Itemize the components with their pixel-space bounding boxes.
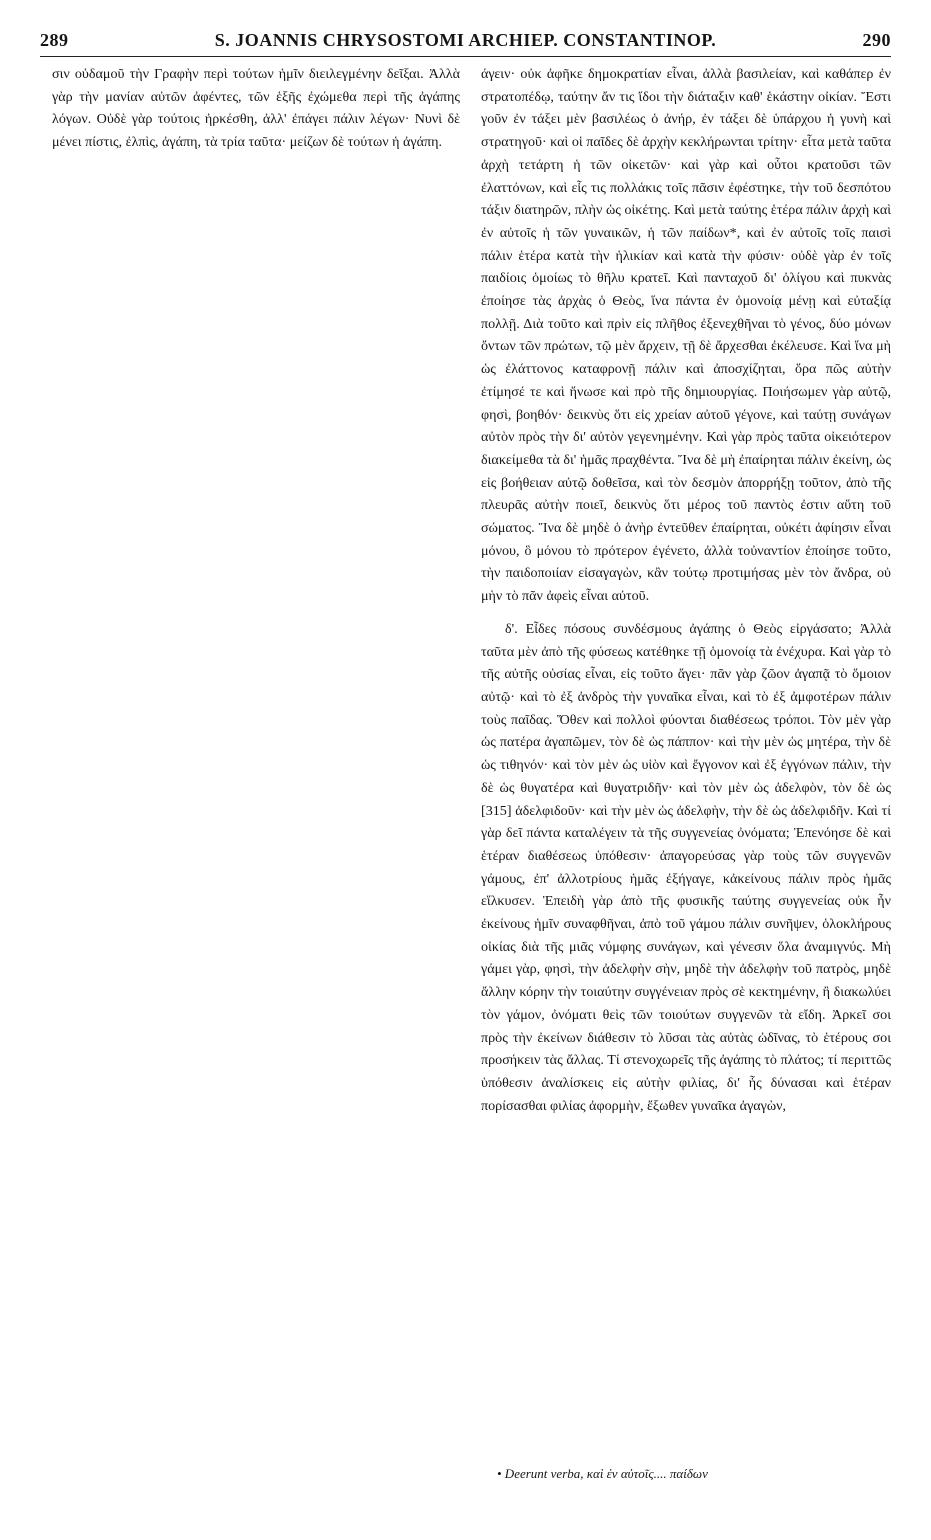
page-number-left: 289: [40, 30, 69, 50]
page-header: [40, 30, 891, 54]
header-rule: [40, 56, 891, 57]
left-column: [52, 63, 460, 154]
paragraph: άγειν· οὐκ ἀφῆκε δημοκρατίαν εἶναι, ἀλλὰ βασιλείαν, καὶ καθάπερ ἐν στρατοπέδῳ, ταύτην ἄν τις ἴδοι τὴν διάταξιν καθ' ἑκάστην οἰκίαν. Ἔστι γοῦν ἐν τάξει μὲν βασιλέως ὁ ἀνήρ, ἐν τάξει δὲ ὑπάρχου ἡ γυνὴ καὶ στρατηγοῦ· καὶ οἱ παῖδες δὲ ἀρχὴν κεκλήρωνται τρίτην· εἶτα μετὰ ταῦτα ἀρχὴ τετάρτη ἡ τῶν οἰκετῶν· καὶ γὰρ καὶ οὗτοι κρατοῦσι τῶν ἐλαττόνων, καὶ εἷς τις πολλάκις τοῖς πᾶσιν ἐφέστηκε, τὴν τοῦ δεσπότου τάξιν διατηρῶν, πλὴν ὡς οἰκέτης. Καὶ μετὰ ταύτης ἑτέρα πάλιν ἀρχὴ καὶ ἐν αὐτοῖς ἡ τῶν γυναικῶν, ἡ τῶν παίδων*, καὶ ἐν αὐτοῖς τοῖς παισὶ πάλιν ἑτέρα κατὰ τὴν ἡλικίαν καὶ κατὰ τὴν φύσιν· οὐδὲ γὰρ ἐν τοῖς παιδίοις ὁμοίως τὸ θῆλυ κρατεῖ. Καὶ πανταχοῦ δι' ὀλίγου καὶ πυκνὰς ἐποίησε τὰς ἀρχὰς ὁ Θεὸς, ἵνα πάντα ἐν ὁμονοίᾳ μένῃ καὶ εὐταξίᾳ πολλῇ. Διὰ τοῦτο καὶ πρὶν εἰς πλῆθος ἐξενεχθῆναι τὸ γένος, δύο μόνων ὄντων τῶν πρώτων, τῷ μὲν ἄρχειν, τῇ δὲ ἄρχεσθαι ἐκέλευσε. Καὶ ἵνα μὴ ὡς ἐλάττονος καταφρονῇ πάλιν καὶ ἀποσχίζηται, ὅρα πῶς αὐτὴν ἐτίμησέ τε καὶ ἥνωσε καὶ πρὸ τῆς δημιουργίας. Ποιήσωμεν γὰρ αὐτῷ, φησὶ, βοηθόν· δεικνὺς ὅτι εἰς χρείαν αὐτοῦ γέγονε, καὶ ταύτῃ συνάγων αὐτὸν πρὸς τὴν δι' αὐτὸν γεγενημένην. Καὶ γὰρ πρὸς ταῦτα οἰκειότερον διακείμεθα τὰ δι' ἡμᾶς πραχθέντα. Ἵνα δὲ μὴ ἐπαίρηται πάλιν ἐκείνη, ὡς εἰς βοήθειαν αὐτῷ δοθεῖσα, καὶ τὸν δεσμὸν ἀπορρήξῃ τοῦτον, ἀπὸ τῆς πλευρᾶς αὐτὴν ποιεῖ, δεικνὺς ὅτι μέρος τοῦ παντὸς ἐστιν αὕτη τοῦ σώματος. Ἵνα δὲ μηδὲ ὁ ἀνὴρ ἐντεῦθεν ἐπαίρηται, οὐκέτι ἀφίησιν εἶναι μόνου, ὃ μόνου τὸ πρότερον ἐγένετο, ἀλλὰ τοὐναντίον ἐποίησε τοῦτο, τὴν παιδοποιίαν εἰσαγαγὼν, κἂν τούτῳ προτιμήσας μὲν τὸν ἄνδρα, οὐ μὴν τὸ πᾶν ἀφεὶς εἶναι αὐτοῦ.: [481, 66, 892, 605]
running-title: S. JOANNIS CHRYSOSTOMI ARCHIEP. CONSTANTINOP.: [214, 30, 717, 50]
paragraph: σιν οὐδαμοῦ τὴν Γραφὴν περὶ τούτων ἡμῖν διειλεγμένην δεῖξαι. Ἀλλὰ γὰρ τὴν μανίαν αὐτῶν ἀφέντες, τῶν ἑξῆς ἐχώμεθα περὶ τῆς ἀγάπης λόγων. Οὐδὲ γὰρ τούτοις ἠρκέσθη, ἀλλ' ἐπάγει πάλιν λέγων· Νυνὶ δὲ μένει πίστις, ἐλπὶς, ἀγάπη, τὰ τρία ταῦτα· μείζων δὲ τούτων ἡ ἀγάπη.: [52, 66, 460, 151]
page-number-right: 290: [862, 30, 891, 50]
right-column: [481, 63, 891, 1117]
footnote: • Deerunt verba, καὶ ἐν αὐτοῖς.... παίδων: [497, 1466, 708, 1481]
paragraph: δ'. Εἶδες πόσους συνδέσμους ἀγάπης ὁ Θεὸς εἰργάσατο; Ἀλλὰ ταῦτα μὲν ἀπὸ τῆς φύσεως κατέθηκε τῇ ὁμονοίᾳ τὰ ἐνέχυρα. Καὶ γὰρ τὸ τῆς αὐτῆς οὐσίας εἶναι, εἰς τοῦτο ἄγει· πᾶν γὰρ ζῶον ἀγαπᾷ τὸ ὅμοιον αὐτῷ· καὶ τὸ ἐξ ἀνδρὸς τὴν γυναῖκα εἶναι, καὶ τὸ ἐξ ἀμφοτέρων πάλιν τοὺς παῖδας. Ὅθεν καὶ πολλοὶ φύονται διαθέσεως τρόποι. Τὸν μὲν γὰρ ὡς πατέρα ἀγαπῶμεν, τὸν δὲ ὡς πάππον· καὶ τὴν μὲν ὡς μητέρα, τὴν δὲ ὡς τιθηνόν· καὶ τὸν μὲν ὡς υἱὸν καὶ ἔγγονον καὶ ἐξ ἐγγόνων πάλιν, τὴν δὲ ὡς θυγατέρα καὶ θυγατριδῆν· καὶ τὸν μὲν ὡς ἀδελφὸν, τὸν δὲ ὡς [315] ἀδελφιδοῦν· καὶ τὴν μὲν ὡς ἀδελφὴν, τὴν δὲ ὡς ἀδελφιδῆν. Καὶ τί γὰρ δεῖ πάντα καταλέγειν τὰ τῆς συγγενείας ὀνόματα; Ἐπενόησε δὲ καὶ ἑτέραν διαθέσεως ὑπόθεσιν· ἀπαγορεύσας γὰρ τοὺς τῶν συγγενῶν γάμους, ἐπ' ἀλλοτρίους ἡμᾶς ἐξήγαγε, κἀκείνους πάλιν πρὸς ἡμᾶς εἵλκυσεν. Ἐπειδὴ γὰρ ἀπὸ τῆς φυσικῆς ταύτης συγγενείας οὐκ ἦν ἐκείνους ἡμῖν συναφθῆναι, ἀπὸ τοῦ γάμου πάλιν συνῆψεν, ὁλοκλήρους οἰκίας διὰ τῆς μιᾶς νύμφης συνάγων, καὶ γένεσιν ὅλα ἀναμιγνύς. Μὴ γάμει γὰρ, φησὶ, τὴν ἀδελφὴν σὴν, μηδὲ τὴν ἀδελφὴν τοῦ πατρὸς, μηδὲ ἄλλην κόρην τὴν τοιαύτην συγγένειαν πρὸς σὲ κεκτημένην, ἢ διακωλύει τὸν γάμον, ὀνόματι θεὶς τῶν τοιούτων συγγενῶν τὰ εἴδη. Ἀρκεῖ σοι πρὸς τὴν ἐκείνων διάθεσιν τὸ λῦσαι τὰς αὐτὰς ὠδῖνας, τὸ ἑτέρους σοι προσήκειν τὰς ἄλλας. Τί στενοχωρεῖς τῆς ἀγάπης τὸ πλάτος; τί περιττῶς ὑπόθεσιν ἀναλίσκεις εἰς αὐτὴν φιλίας, δι' ἧς δύνασαι καὶ ἑτέραν πορίσασθαι φιλίας ἀφορμὴν, ἔξωθεν γυναῖκα ἀγαγὼν,: [481, 620, 891, 1114]
